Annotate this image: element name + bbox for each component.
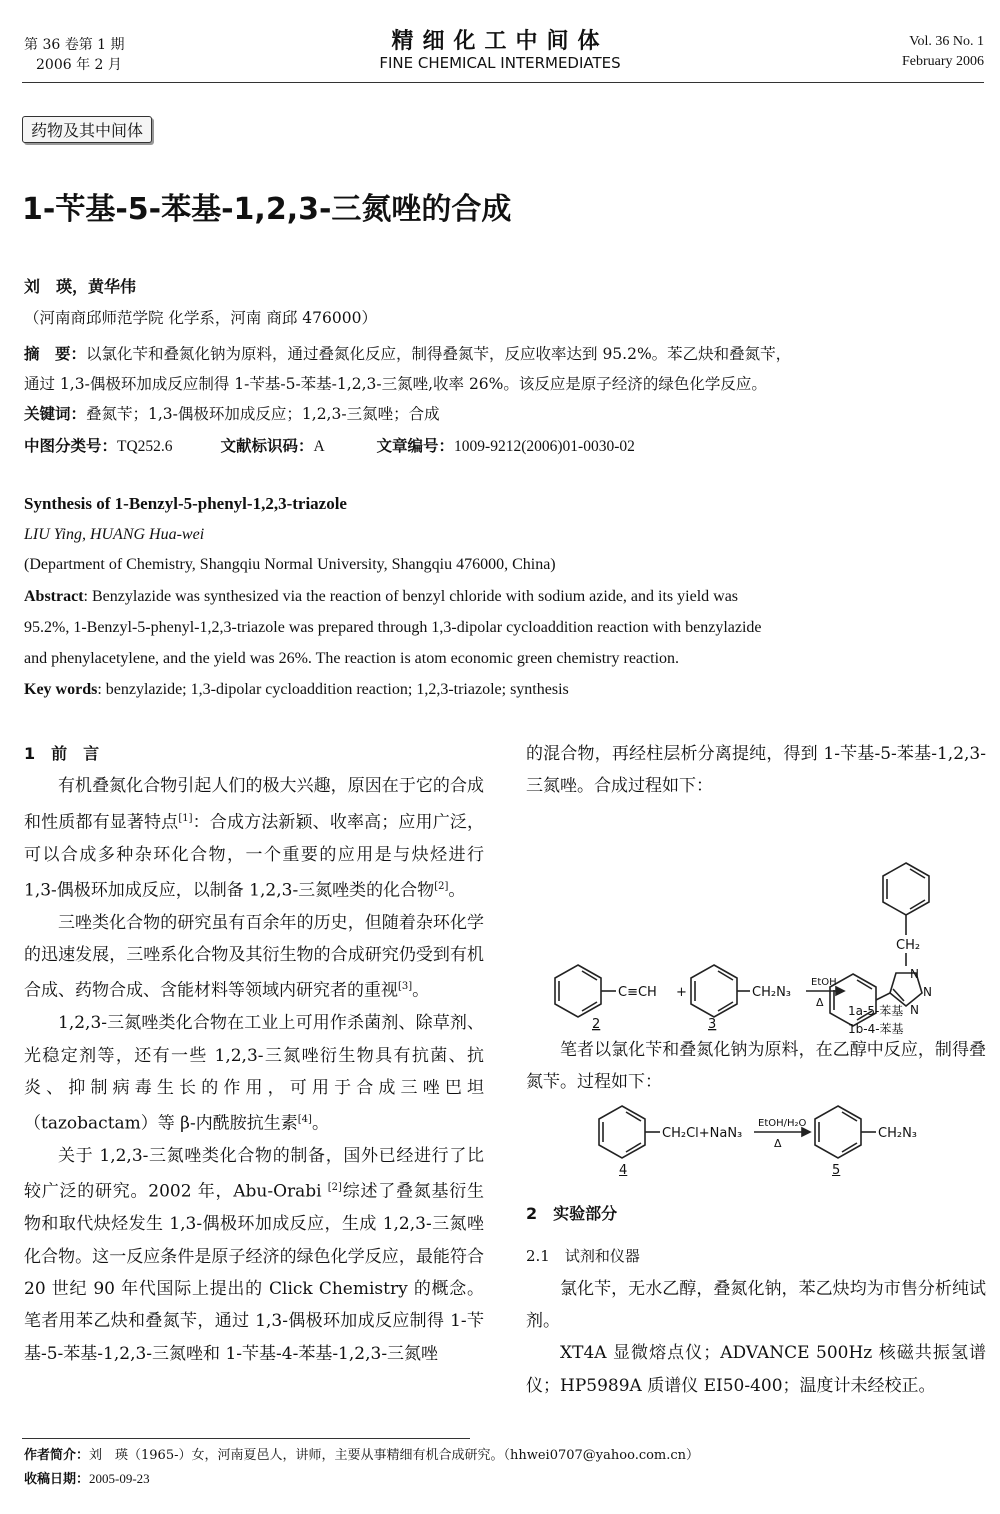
condition-ethanol: EtOH [811,976,837,988]
doc-code-label: 文献标识码： [220,437,314,455]
condition-ethanol-water: EtOH/H₂O [758,1118,807,1130]
authors-en: LIU Ying, HUANG Hua-wei [24,526,205,543]
section-2-heading: 2 实验部分 [526,1204,618,1224]
author-bio-label: 作者简介： [24,1448,90,1463]
keywords-cn [24,402,440,424]
clc-value: TQ252.6 [117,438,173,455]
citation-3: [3] [398,981,413,993]
journal-title-en: FINE CHEMICAL INTERMEDIATES [379,54,621,72]
paragraph-3-text-a: 1,2,3-三氮唑类化合物在工业上可用作杀菌剂、除草剂、光稳定剂等，还有一些 1,2,3-三氮唑衍生物具有抗菌、抗炎、抑制病毒生长的作用，可用于合成三唑巴坦（tazobactam）等 β-内酰胺抗生素 [24,1013,484,1134]
paragraph-r2: 笔者以氯化苄和叠氮化钠为原料，在乙醇中反应，制得叠氮苄。过程如下： [526,1039,986,1092]
benzene-ring-benzylazide [691,965,737,1017]
section-1-heading: 1 前 言 [24,744,100,763]
affiliation-cn: （河南商邱师范学院 化学系，河南 商邱 476000） [24,309,377,327]
article-number-value: 1009-9212(2006)01-0030-02 [454,438,635,455]
body-right-column [526,738,986,1402]
section-tag: 药物及其中间体 [22,116,152,143]
header-divider [22,82,984,83]
heat-symbol-1: Δ [816,995,824,1009]
benzene-ring-benzyl-chloride [599,1106,645,1158]
article-number-label: 文章编号： [376,437,455,455]
abstract-cn-line1 [24,342,791,364]
product-label-1b: 1b-4-苯基 [848,1021,904,1036]
volume-issue-en: Vol. 36 No. 1 [909,34,984,49]
triazole-n3: N [910,1002,919,1017]
plus-sign-1: + [676,984,687,1000]
alkyne-label: C≡CH [618,984,657,1000]
triazole-n1: N [910,966,919,981]
abstract-en-line3: and phenylacetylene, and the yield was 26%. The reaction is atom economic green chemistry reaction. [24,650,680,667]
citation-1: [1] [178,812,193,824]
ch2-label: CH₂ [896,937,921,953]
paragraph-1-text-b: ：合成方法新颖、收率高；应用广泛，可以合成多种杂环化合物，一个重要的应用是与炔烃进行 1,3-偶极环加成反应，以制备 1,2,3-三氮唑类的化合物 [24,812,485,901]
abstract-en-line2: 95.2%, 1-Benzyl-5-phenyl-1,2,3-triazole was prepared through 1,3-dipolar cycloaddition reaction with benzylazide [24,619,762,636]
compound-label-3: 3 [708,1016,717,1032]
paragraph-2 [24,907,484,1008]
citation-2: [2] [434,880,449,892]
compound-label-5: 5 [832,1163,841,1177]
footnote-divider [22,1438,470,1439]
authors-cn: 刘 瑛，黄华伟 [24,277,137,296]
body-left-column [24,738,484,1370]
benzene-ring-phenyl [830,974,876,1026]
paragraph-r3: 氯化苄，无水乙醇，叠氮化钠，苯乙炔均为市售分析纯试剂。 [526,1278,986,1332]
paragraph-r4: XT4A 显微熔点仪；ADVANCE 500Hz 核磁共振氢谱仪；HP5989A 质谱仪 EI50-400；温度计未经校正。 [526,1343,986,1396]
article-title-en: Synthesis of 1-Benzyl-5-phenyl-1,2,3-triazole [24,494,347,513]
citation-5: [2] [327,1182,342,1194]
paragraph-4 [24,1140,484,1370]
abstract-cn-line2: 通过 1,3-偶极环加成反应制得 1-苄基-5-苯基-1,2,3-三氮唑,收率 26%。该反应是原子经济的绿色化学反应。 [24,375,767,393]
author-bio [24,1444,699,1463]
compound-label-4: 4 [619,1163,628,1177]
paragraph-1-text-c: 。 [448,880,466,901]
paragraph-1 [24,770,484,907]
journal-title-cn: 精细化工中间体 [391,28,609,54]
benzyl-chloride-label: CH₂Cl+NaN₃ [662,1126,743,1142]
keywords-label-cn: 关键词： [24,405,87,423]
author-bio-text: 刘 瑛（1965-）女，河南夏邑人，讲师，主要从事精细有机合成研究。（hhwei0707@yahoo.com.cn） [89,1448,700,1463]
azide-label: CH₂N₃ [752,984,791,1000]
paragraph-3-text-b: 。 [311,1113,329,1134]
received-date-value: 2005-09-23 [89,1471,150,1486]
publication-date-en: February 2006 [901,54,984,69]
benzene-ring-benzyl [883,863,929,915]
paragraph-r1: 的混合物，再经柱层析分离提纯，得到 1-苄基-5-苯基-1,2,3-三氮唑。合成过程如下： [526,744,986,797]
compound-label-2: 2 [592,1016,601,1032]
paragraph-4-text-a: 关于 1,2,3-三氮唑类化合物的制备，国外已经进行了比较广泛的研究。2002 年，Abu-Orabi [24,1146,484,1203]
affiliation-en: (Department of Chemistry, Shangqiu Normal University, Shangqiu 476000, China) [24,556,556,573]
benzene-ring-benzylazide-product [815,1106,861,1158]
classification-line [24,434,635,456]
doc-code-value: A [313,438,325,455]
heat-symbol-2: Δ [774,1137,782,1151]
reaction-scheme-1 [526,803,986,1038]
received-date [24,1468,150,1487]
received-date-label: 收稿日期： [24,1472,90,1487]
benzylazide-label: CH₂N₃ [878,1126,917,1142]
abstract-en-text1: : Benzylazide was synthesized via the reaction of benzyl chloride with sodium azide, and its yield was [83,588,739,605]
abstract-cn-text1: 以氯化苄和叠氮化钠为原料，通过叠氮化反应，制得叠氮苄，反应收率达到 95.2%。苯乙炔和叠氮苄， [86,345,792,363]
volume-issue: 第 36 卷第 1 期 [24,37,125,53]
abstract-en-line1 [24,588,738,606]
keywords-en-text: : benzylazide; 1,3-dipolar cycloaddition reaction; 1,2,3-triazole; synthesis [97,681,569,698]
paragraph-1-text-a: 有机叠氮化合物引起人们的极大兴趣，原因在于它的合成和性质都有显著特点 [24,776,484,833]
publication-date-cn: 2006 年 2 月 [36,57,122,73]
paragraph-2-text-a: 三唑类化合物的研究虽有百余年的历史，但随着杂环化学的迅速发展，三唑系化合物及其衍生物的合成研究仍受到有机合成、药物合成、含能材料等领域内研究者的重视 [24,912,484,1002]
benzene-ring-phenylacetylene [555,965,601,1017]
paragraph-4-text-b: 综述了叠氮基衍生物和取代炔烃发生 1,3-偶极环加成反应，生成 1,2,3-三氮唑化合物。这一反应条件是原子经济的绿色化学反应，最能符合 20 世纪 90 年代国际上提出的 Click Chemistry 的概念。笔者用苯乙炔和叠氮苄，通过 1,3-偶极环加成反应制得 1-苄基-5-苯基-1,2,3-三氮唑和 1-苄基-4-苯基-1,2,3-三氮唑 [24,1182,484,1364]
section-2-1-heading: 2.1 试剂和仪器 [526,1247,640,1266]
product-label-1a: 1a-5-苯基 [848,1003,904,1018]
article-title-cn: 1-苄基-5-苯基-1,2,3-三氮唑的合成 [22,192,512,227]
reaction-scheme-2 [526,1098,986,1176]
keywords-label-en: Key words [24,681,98,698]
abstract-label-en: Abstract [24,588,84,605]
triazole-n2: N [923,984,932,999]
paragraph-2-text-b: 。 [412,981,430,1002]
paragraph-3 [24,1007,484,1140]
clc-label: 中图分类号： [24,437,118,455]
keywords-cn-text: 叠氮苄；1,3-偶极环加成反应；1,2,3-三氮唑；合成 [86,405,440,423]
keywords-en [24,681,569,699]
citation-4: [4] [297,1114,312,1126]
abstract-label-cn: 摘 要： [24,345,87,363]
